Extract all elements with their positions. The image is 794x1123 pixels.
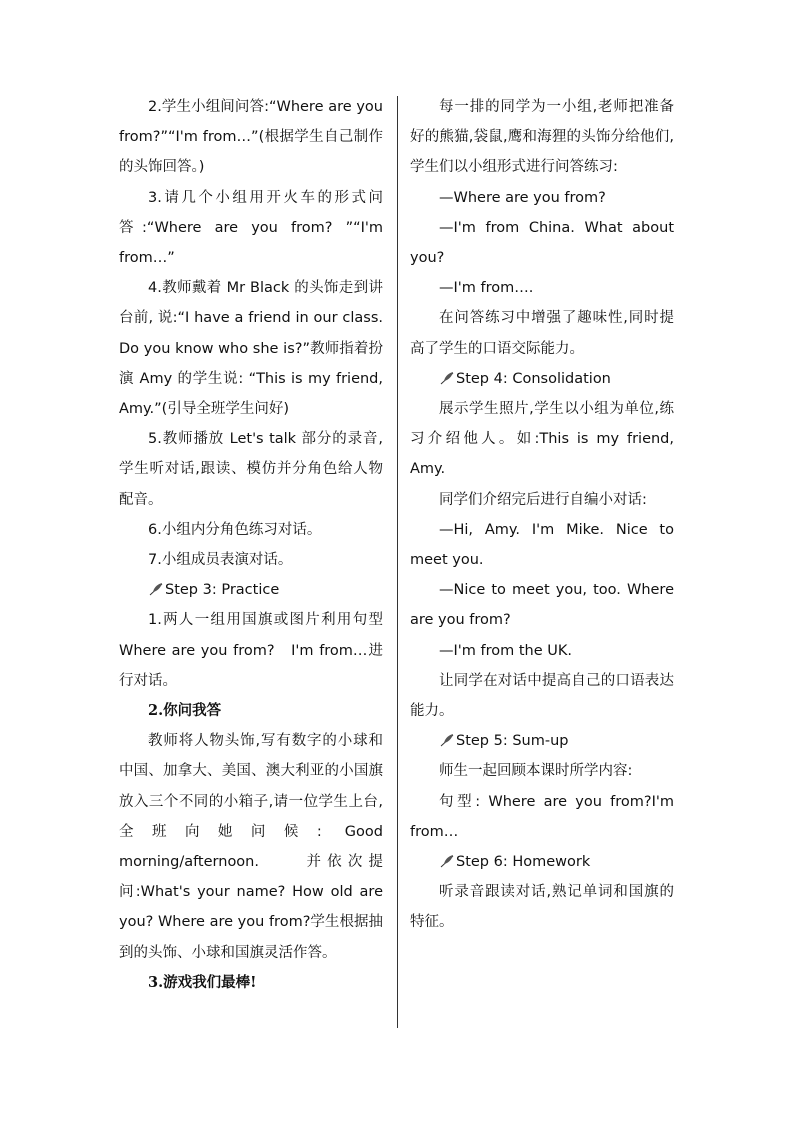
paragraph: 句型: Where are you from?I'm from… xyxy=(410,793,674,840)
left-column xyxy=(119,92,383,998)
dialogue-line: —Hi, Amy. I'm Mike. Nice to meet you. xyxy=(410,521,674,569)
section-heading: 2.你问我答 xyxy=(148,702,222,720)
paragraph: 每一排的同学为一小组,老师把准备好的熊猫,袋鼠,鹰和海狸的头饰分给他们,学生们以小组形式进行问答练习: xyxy=(410,99,674,176)
paragraph: 同学们介绍完后进行自编小对话: xyxy=(439,491,647,508)
step-heading-homework xyxy=(410,847,674,877)
step-label: Step 4: Consolidation xyxy=(456,370,611,387)
paragraph: 5.教师播放 Let's talk 部分的录音, 学生听对话,跟读、模仿并分角色给人物配音。 xyxy=(119,431,383,508)
dialogue-line: —Where are you from? xyxy=(439,189,606,206)
dialogue-line: —I'm from the UK. xyxy=(439,642,572,659)
dialogue-line: —I'm from China. What about you? xyxy=(410,219,674,267)
dialogue-line: —I'm from…. xyxy=(439,280,534,297)
paragraph: 3.请几个小组用开火车的形式问答:“Where are you from? ”“I'm from…” xyxy=(119,189,383,267)
paragraph: 让同学在对话中提高自己的口语表达能力。 xyxy=(410,672,674,720)
feather-pen-icon xyxy=(439,854,455,868)
paragraph: 听录音跟读对话,熟记单词和国旗的特征。 xyxy=(410,884,674,931)
paragraph: 教师将人物头饰,写有数字的小球和中国、加拿大、美国、澳大利亚的小国旗放入三个不同的小箱子,请一位学生上台, 全班向她问候: Good morning/afternoon. 并依次提问:What's your name? How old are you? Where are you from?学生根据抽到的头饰、小球和国旗灵活作答。 xyxy=(119,733,383,961)
step-heading-sum-up xyxy=(410,726,674,756)
dialogue-line: —Nice to meet you, too. Where are you from? xyxy=(410,582,674,629)
step-label: Step 3: Practice xyxy=(165,582,280,599)
step-heading-practice xyxy=(119,575,383,605)
paragraph: 7.小组成员表演对话。 xyxy=(148,552,293,569)
column-divider xyxy=(397,96,398,1028)
paragraph: 展示学生照片,学生以小组为单位,练习介绍他人。如:This is my friend, Amy. xyxy=(410,401,674,478)
section-heading: 3.游戏我们最棒! xyxy=(148,973,257,991)
step-label: Step 6: Homework xyxy=(456,854,591,871)
paragraph: 4.教师戴着 Mr Black 的头饰走到讲台前, 说:“I have a friend in our class. Do you know who she is?”教师指着扮演 Amy 的学生说: “This is my friend, Amy.”(引导全班学生问好) xyxy=(119,280,383,418)
paragraph: 1.两人一组用国旗或图片利用句型 Where are you from? I'm from…进行对话。 xyxy=(119,612,383,689)
feather-pen-icon xyxy=(148,582,164,596)
paragraph: 2.学生小组间问答:“Where are you from?”“I'm from…”(根据学生自己制作的头饰回答。) xyxy=(119,99,383,176)
right-column xyxy=(410,92,674,938)
paragraph: 6.小组内分角色练习对话。 xyxy=(148,521,322,538)
paragraph: 在问答练习中增强了趣味性,同时提高了学生的口语交际能力。 xyxy=(410,310,674,357)
step-label: Step 5: Sum-up xyxy=(456,733,569,750)
paragraph: 师生一起回顾本课时所学内容: xyxy=(439,763,633,780)
step-heading-consolidation xyxy=(410,364,674,394)
feather-pen-icon xyxy=(439,371,455,385)
feather-pen-icon xyxy=(439,733,455,747)
